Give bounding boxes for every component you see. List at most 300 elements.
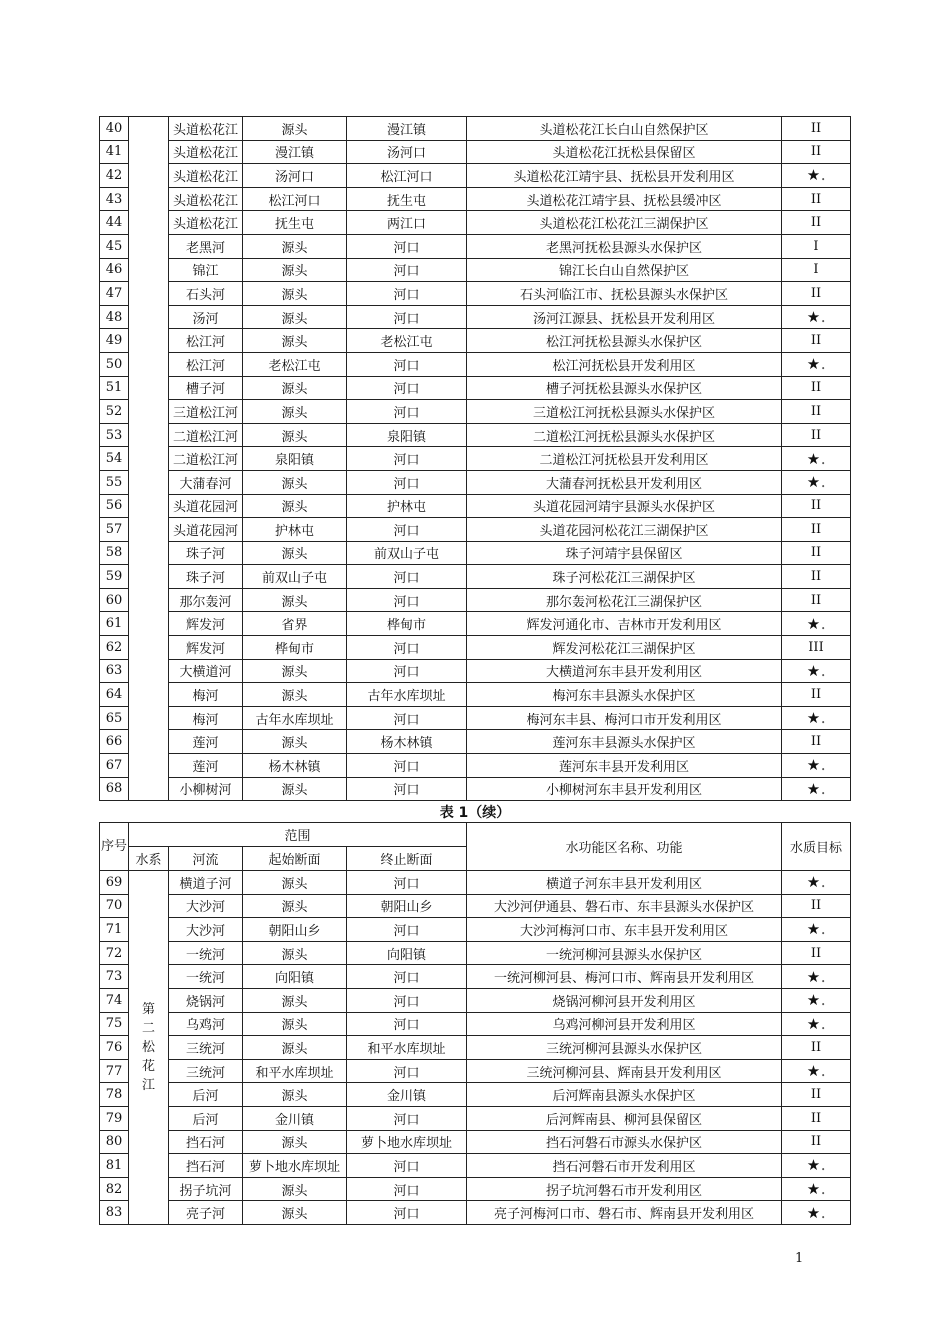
function-zone-name: 松江河抚松县开发利用区 bbox=[467, 352, 782, 376]
row-number: 69 bbox=[100, 871, 129, 895]
star-icon: ★ bbox=[806, 1014, 821, 1033]
row-number: 81 bbox=[100, 1154, 129, 1178]
table-row bbox=[100, 918, 851, 942]
quality-target bbox=[782, 282, 851, 306]
star-icon: ★ bbox=[806, 920, 821, 939]
quality-target bbox=[782, 1201, 851, 1225]
star-mark-icon: • bbox=[821, 766, 826, 775]
row-number: 44 bbox=[100, 211, 129, 235]
end-section: 桦甸市 bbox=[347, 612, 467, 636]
river-name: 烧锅河 bbox=[169, 988, 243, 1012]
quality-class: III bbox=[808, 639, 824, 655]
start-section: 源头 bbox=[243, 494, 347, 518]
river-name: 头道花园河 bbox=[169, 494, 243, 518]
row-number: 52 bbox=[100, 400, 129, 424]
row-number: 77 bbox=[100, 1059, 129, 1083]
function-zone-name: 三统河柳河县源头水保护区 bbox=[467, 1036, 782, 1060]
header-system: 水系 bbox=[129, 847, 169, 871]
star-icon: ★ bbox=[806, 1156, 821, 1175]
quality-class: II bbox=[810, 1039, 822, 1055]
star-mark-icon: • bbox=[821, 719, 826, 728]
star-mark-icon: • bbox=[821, 671, 826, 680]
quality-target bbox=[782, 447, 851, 471]
river-name: 头道松花江 bbox=[169, 140, 243, 164]
start-section: 源头 bbox=[243, 234, 347, 258]
function-zone-name: 头道松花江长白山自然保护区 bbox=[467, 117, 782, 141]
function-zone-name: 横道子河东丰县开发利用区 bbox=[467, 871, 782, 895]
quality-class: II bbox=[810, 1110, 822, 1126]
start-section: 源头 bbox=[243, 329, 347, 353]
river-name: 拐子坑河 bbox=[169, 1177, 243, 1201]
star-icon: ★ bbox=[806, 756, 821, 775]
river-name: 辉发河 bbox=[169, 612, 243, 636]
quality-target bbox=[782, 777, 851, 801]
table-row bbox=[100, 965, 851, 989]
row-number: 46 bbox=[100, 258, 129, 282]
quality-target bbox=[782, 305, 851, 329]
row-number: 67 bbox=[100, 754, 129, 778]
quality-class: II bbox=[810, 521, 822, 537]
table-row bbox=[100, 730, 851, 754]
row-number: 66 bbox=[100, 730, 129, 754]
end-section: 古年水库坝址 bbox=[347, 683, 467, 707]
start-section: 松江河口 bbox=[243, 187, 347, 211]
quality-target bbox=[782, 754, 851, 778]
quality-target bbox=[782, 423, 851, 447]
function-zone-name: 后河辉南县、柳河县保留区 bbox=[467, 1106, 782, 1130]
table-row bbox=[100, 1106, 851, 1130]
quality-target bbox=[782, 730, 851, 754]
star-mark-icon: • bbox=[821, 789, 826, 798]
end-section: 河口 bbox=[347, 1177, 467, 1201]
start-section: 汤河口 bbox=[243, 164, 347, 188]
table-row bbox=[100, 423, 851, 447]
river-name: 汤河 bbox=[169, 305, 243, 329]
row-number: 75 bbox=[100, 1012, 129, 1036]
table1-body bbox=[100, 117, 851, 801]
end-section: 金川镇 bbox=[347, 1083, 467, 1107]
star-icon: ★ bbox=[806, 661, 821, 680]
row-number: 43 bbox=[100, 187, 129, 211]
quality-target bbox=[782, 234, 851, 258]
quality-class: II bbox=[810, 120, 822, 136]
river-name: 亮子河 bbox=[169, 1201, 243, 1225]
row-number: 42 bbox=[100, 164, 129, 188]
river-name: 珠子河 bbox=[169, 541, 243, 565]
function-zone-name: 头道花园河松花江三湖保护区 bbox=[467, 518, 782, 542]
end-section: 前双山子屯 bbox=[347, 541, 467, 565]
water-function-table-part1 bbox=[99, 116, 851, 801]
start-section: 金川镇 bbox=[243, 1106, 347, 1130]
quality-target bbox=[782, 258, 851, 282]
quality-target bbox=[782, 376, 851, 400]
river-name: 锦江 bbox=[169, 258, 243, 282]
table2-body bbox=[100, 823, 851, 1225]
star-mark-icon: • bbox=[821, 1024, 826, 1033]
table-row bbox=[100, 588, 851, 612]
page-number: 1 bbox=[795, 1251, 804, 1266]
end-section: 泉阳镇 bbox=[347, 423, 467, 447]
end-section: 河口 bbox=[347, 234, 467, 258]
end-section: 河口 bbox=[347, 918, 467, 942]
river-name: 松江河 bbox=[169, 352, 243, 376]
function-zone-name: 三道松江河抚松县源头水保护区 bbox=[467, 400, 782, 424]
table-row bbox=[100, 470, 851, 494]
river-name: 三道松江河 bbox=[169, 400, 243, 424]
quality-target bbox=[782, 518, 851, 542]
function-zone-name: 头道松花江靖宇县、抚松县缓冲区 bbox=[467, 187, 782, 211]
header-zone: 水功能区名称、功能 bbox=[467, 823, 782, 871]
end-section: 河口 bbox=[347, 400, 467, 424]
row-number: 40 bbox=[100, 117, 129, 141]
end-section: 河口 bbox=[347, 305, 467, 329]
star-mark-icon: • bbox=[821, 1166, 826, 1175]
table-row bbox=[100, 777, 851, 801]
start-section: 源头 bbox=[243, 470, 347, 494]
table-row bbox=[100, 211, 851, 235]
function-zone-name: 一统河柳河县、梅河口市、辉南县开发利用区 bbox=[467, 965, 782, 989]
end-section: 河口 bbox=[347, 659, 467, 683]
water-system-cell bbox=[129, 871, 169, 1225]
function-zone-name: 亮子河梅河口市、磐石市、辉南县开发利用区 bbox=[467, 1201, 782, 1225]
end-section: 抚生屯 bbox=[347, 187, 467, 211]
table-row bbox=[100, 282, 851, 306]
star-icon: ★ bbox=[806, 1062, 821, 1081]
quality-class: II bbox=[810, 1087, 822, 1103]
end-section: 护林屯 bbox=[347, 494, 467, 518]
star-icon: ★ bbox=[806, 473, 821, 492]
table-row bbox=[100, 894, 851, 918]
function-zone-name: 辉发河松花江三湖保护区 bbox=[467, 636, 782, 660]
quality-target bbox=[782, 894, 851, 918]
star-mark-icon: • bbox=[821, 930, 826, 939]
row-number: 47 bbox=[100, 282, 129, 306]
start-section: 古年水库坝址 bbox=[243, 706, 347, 730]
start-section: 杨木林镇 bbox=[243, 754, 347, 778]
quality-class: I bbox=[813, 262, 819, 278]
star-mark-icon: • bbox=[821, 883, 826, 892]
row-number: 80 bbox=[100, 1130, 129, 1154]
quality-target bbox=[782, 140, 851, 164]
end-section: 河口 bbox=[347, 1201, 467, 1225]
start-section: 漫江镇 bbox=[243, 140, 347, 164]
star-mark-icon: • bbox=[821, 1072, 826, 1081]
quality-class: II bbox=[810, 687, 822, 703]
quality-class: II bbox=[810, 380, 822, 396]
row-number: 49 bbox=[100, 329, 129, 353]
function-zone-name: 梅河东丰县源头水保护区 bbox=[467, 683, 782, 707]
end-section: 河口 bbox=[347, 1059, 467, 1083]
table-row bbox=[100, 400, 851, 424]
row-number: 45 bbox=[100, 234, 129, 258]
star-mark-icon: • bbox=[821, 977, 826, 986]
table-row bbox=[100, 1036, 851, 1060]
end-section: 河口 bbox=[347, 636, 467, 660]
start-section: 源头 bbox=[243, 941, 347, 965]
function-zone-name: 那尔轰河松花江三湖保护区 bbox=[467, 588, 782, 612]
quality-class: II bbox=[810, 545, 822, 561]
function-zone-name: 莲河东丰县源头水保护区 bbox=[467, 730, 782, 754]
table-row bbox=[100, 258, 851, 282]
quality-target bbox=[782, 470, 851, 494]
quality-target bbox=[782, 329, 851, 353]
start-section: 源头 bbox=[243, 305, 347, 329]
table-row bbox=[100, 1083, 851, 1107]
end-section: 老松江屯 bbox=[347, 329, 467, 353]
end-section: 和平水库坝址 bbox=[347, 1036, 467, 1060]
function-zone-name: 梅河东丰县、梅河口市开发利用区 bbox=[467, 706, 782, 730]
start-section: 朝阳山乡 bbox=[243, 918, 347, 942]
header-end: 终止断面 bbox=[347, 847, 467, 871]
quality-target bbox=[782, 941, 851, 965]
table-row bbox=[100, 1012, 851, 1036]
start-section: 抚生屯 bbox=[243, 211, 347, 235]
start-section: 源头 bbox=[243, 1036, 347, 1060]
quality-target bbox=[782, 1083, 851, 1107]
row-number: 82 bbox=[100, 1177, 129, 1201]
end-section: 河口 bbox=[347, 706, 467, 730]
table-row bbox=[100, 447, 851, 471]
end-section: 河口 bbox=[347, 988, 467, 1012]
start-section: 源头 bbox=[243, 659, 347, 683]
star-mark-icon: • bbox=[821, 624, 826, 633]
table-row bbox=[100, 612, 851, 636]
star-icon: ★ bbox=[806, 449, 821, 468]
row-number: 73 bbox=[100, 965, 129, 989]
river-name: 三统河 bbox=[169, 1059, 243, 1083]
table-row bbox=[100, 1059, 851, 1083]
function-zone-name: 三统河柳河县、辉南县开发利用区 bbox=[467, 1059, 782, 1083]
quality-target bbox=[782, 1012, 851, 1036]
quality-class: II bbox=[810, 333, 822, 349]
river-name: 二道松江河 bbox=[169, 423, 243, 447]
quality-target bbox=[782, 636, 851, 660]
function-zone-name: 挡石河磐石市源头水保护区 bbox=[467, 1130, 782, 1154]
quality-target bbox=[782, 541, 851, 565]
table-row bbox=[100, 871, 851, 895]
function-zone-name: 槽子河抚松县源头水保护区 bbox=[467, 376, 782, 400]
row-number: 79 bbox=[100, 1106, 129, 1130]
table-row bbox=[100, 541, 851, 565]
table-row bbox=[100, 305, 851, 329]
end-section: 河口 bbox=[347, 518, 467, 542]
end-section: 河口 bbox=[347, 777, 467, 801]
river-name: 后河 bbox=[169, 1106, 243, 1130]
header-no: 序号 bbox=[100, 823, 129, 871]
function-zone-name: 烧锅河柳河县开发利用区 bbox=[467, 988, 782, 1012]
start-section: 源头 bbox=[243, 1130, 347, 1154]
star-icon: ★ bbox=[806, 1203, 821, 1222]
quality-target bbox=[782, 1177, 851, 1201]
quality-class: II bbox=[810, 569, 822, 585]
river-name: 大沙河 bbox=[169, 894, 243, 918]
quality-class: II bbox=[810, 898, 822, 914]
header-start: 起始断面 bbox=[243, 847, 347, 871]
row-number: 72 bbox=[100, 941, 129, 965]
start-section: 源头 bbox=[243, 258, 347, 282]
row-number: 41 bbox=[100, 140, 129, 164]
function-zone-name: 大蒲春河抚松县开发利用区 bbox=[467, 470, 782, 494]
start-section: 源头 bbox=[243, 894, 347, 918]
end-section: 河口 bbox=[347, 352, 467, 376]
table-row bbox=[100, 659, 851, 683]
water-system-label: 第二松花江 bbox=[141, 1001, 155, 1093]
end-section: 河口 bbox=[347, 376, 467, 400]
river-name: 莲河 bbox=[169, 754, 243, 778]
start-section: 源头 bbox=[243, 376, 347, 400]
quality-target bbox=[782, 400, 851, 424]
end-section: 河口 bbox=[347, 470, 467, 494]
quality-target bbox=[782, 683, 851, 707]
table-row bbox=[100, 234, 851, 258]
table-row bbox=[100, 1201, 851, 1225]
end-section: 河口 bbox=[347, 1106, 467, 1130]
function-zone-name: 一统河柳河县源头水保护区 bbox=[467, 941, 782, 965]
start-section: 省界 bbox=[243, 612, 347, 636]
quality-target bbox=[782, 187, 851, 211]
start-section: 护林屯 bbox=[243, 518, 347, 542]
quality-target bbox=[782, 706, 851, 730]
function-zone-name: 大沙河伊通县、磐石市、东丰县源头水保护区 bbox=[467, 894, 782, 918]
star-mark-icon: • bbox=[821, 318, 826, 327]
table-row bbox=[100, 636, 851, 660]
function-zone-name: 头道松花江抚松县保留区 bbox=[467, 140, 782, 164]
row-number: 70 bbox=[100, 894, 129, 918]
function-zone-name: 头道松花江松花江三湖保护区 bbox=[467, 211, 782, 235]
row-number: 65 bbox=[100, 706, 129, 730]
row-number: 61 bbox=[100, 612, 129, 636]
water-system-cell bbox=[129, 117, 169, 801]
river-name: 三统河 bbox=[169, 1036, 243, 1060]
row-number: 71 bbox=[100, 918, 129, 942]
river-name: 头道花园河 bbox=[169, 518, 243, 542]
river-name: 大沙河 bbox=[169, 918, 243, 942]
star-icon: ★ bbox=[806, 614, 821, 633]
quality-target bbox=[782, 211, 851, 235]
quality-class: II bbox=[810, 592, 822, 608]
function-zone-name: 头道花园河靖宇县源头水保护区 bbox=[467, 494, 782, 518]
start-section: 源头 bbox=[243, 988, 347, 1012]
star-icon: ★ bbox=[806, 873, 821, 892]
river-name: 老黑河 bbox=[169, 234, 243, 258]
start-section: 前双山子屯 bbox=[243, 565, 347, 589]
quality-target bbox=[782, 1036, 851, 1060]
row-number: 60 bbox=[100, 588, 129, 612]
river-name: 辉发河 bbox=[169, 636, 243, 660]
start-section: 向阳镇 bbox=[243, 965, 347, 989]
quality-target bbox=[782, 352, 851, 376]
table-row bbox=[100, 352, 851, 376]
table-row bbox=[100, 706, 851, 730]
star-mark-icon: • bbox=[821, 1001, 826, 1010]
start-section: 源头 bbox=[243, 1177, 347, 1201]
river-name: 一统河 bbox=[169, 941, 243, 965]
end-section: 漫江镇 bbox=[347, 117, 467, 141]
river-name: 一统河 bbox=[169, 965, 243, 989]
river-name: 梅河 bbox=[169, 683, 243, 707]
quality-class: II bbox=[810, 498, 822, 514]
table-row bbox=[100, 518, 851, 542]
river-name: 松江河 bbox=[169, 329, 243, 353]
function-zone-name: 二道松江河抚松县开发利用区 bbox=[467, 447, 782, 471]
star-icon: ★ bbox=[806, 709, 821, 728]
header-river: 河流 bbox=[169, 847, 243, 871]
row-number: 57 bbox=[100, 518, 129, 542]
river-name: 小柳树河 bbox=[169, 777, 243, 801]
star-mark-icon: • bbox=[821, 176, 826, 185]
table-row bbox=[100, 329, 851, 353]
star-mark-icon: • bbox=[821, 459, 826, 468]
end-section: 汤河口 bbox=[347, 140, 467, 164]
function-zone-name: 辉发河通化市、吉林市开发利用区 bbox=[467, 612, 782, 636]
river-name: 后河 bbox=[169, 1083, 243, 1107]
function-zone-name: 松江河抚松县源头水保护区 bbox=[467, 329, 782, 353]
quality-target bbox=[782, 565, 851, 589]
start-section: 源头 bbox=[243, 282, 347, 306]
quality-target bbox=[782, 588, 851, 612]
water-function-table-part2 bbox=[99, 822, 851, 1225]
quality-target bbox=[782, 612, 851, 636]
quality-target bbox=[782, 494, 851, 518]
end-section: 河口 bbox=[347, 1012, 467, 1036]
table-row bbox=[100, 376, 851, 400]
quality-class: I bbox=[813, 238, 819, 254]
end-section: 河口 bbox=[347, 258, 467, 282]
star-icon: ★ bbox=[806, 166, 821, 185]
function-zone-name: 锦江长白山自然保护区 bbox=[467, 258, 782, 282]
star-mark-icon: • bbox=[821, 483, 826, 492]
river-name: 头道松花江 bbox=[169, 211, 243, 235]
table-row bbox=[100, 565, 851, 589]
quality-class: II bbox=[810, 403, 822, 419]
function-zone-name: 石头河临江市、抚松县源头水保护区 bbox=[467, 282, 782, 306]
quality-target bbox=[782, 1130, 851, 1154]
quality-target bbox=[782, 871, 851, 895]
row-number: 59 bbox=[100, 565, 129, 589]
star-mark-icon: • bbox=[821, 365, 826, 374]
row-number: 74 bbox=[100, 988, 129, 1012]
start-section: 源头 bbox=[243, 871, 347, 895]
row-number: 55 bbox=[100, 470, 129, 494]
function-zone-name: 莲河东丰县开发利用区 bbox=[467, 754, 782, 778]
row-number: 78 bbox=[100, 1083, 129, 1107]
river-name: 那尔轰河 bbox=[169, 588, 243, 612]
star-icon: ★ bbox=[806, 308, 821, 327]
row-number: 48 bbox=[100, 305, 129, 329]
quality-target bbox=[782, 965, 851, 989]
river-name: 头道松花江 bbox=[169, 164, 243, 188]
function-zone-name: 二道松江河抚松县源头水保护区 bbox=[467, 423, 782, 447]
start-section: 源头 bbox=[243, 400, 347, 424]
row-number: 58 bbox=[100, 541, 129, 565]
end-section: 萝卜地水库坝址 bbox=[347, 1130, 467, 1154]
quality-target bbox=[782, 659, 851, 683]
function-zone-name: 挡石河磐石市开发利用区 bbox=[467, 1154, 782, 1178]
header-range: 范围 bbox=[129, 823, 467, 847]
start-section: 源头 bbox=[243, 1201, 347, 1225]
star-icon: ★ bbox=[806, 1180, 821, 1199]
river-name: 槽子河 bbox=[169, 376, 243, 400]
start-section: 源头 bbox=[243, 117, 347, 141]
river-name: 头道松花江 bbox=[169, 187, 243, 211]
river-name: 横道子河 bbox=[169, 871, 243, 895]
start-section: 源头 bbox=[243, 777, 347, 801]
row-number: 56 bbox=[100, 494, 129, 518]
start-section: 源头 bbox=[243, 1012, 347, 1036]
start-section: 源头 bbox=[243, 541, 347, 565]
end-section: 河口 bbox=[347, 871, 467, 895]
river-name: 莲河 bbox=[169, 730, 243, 754]
